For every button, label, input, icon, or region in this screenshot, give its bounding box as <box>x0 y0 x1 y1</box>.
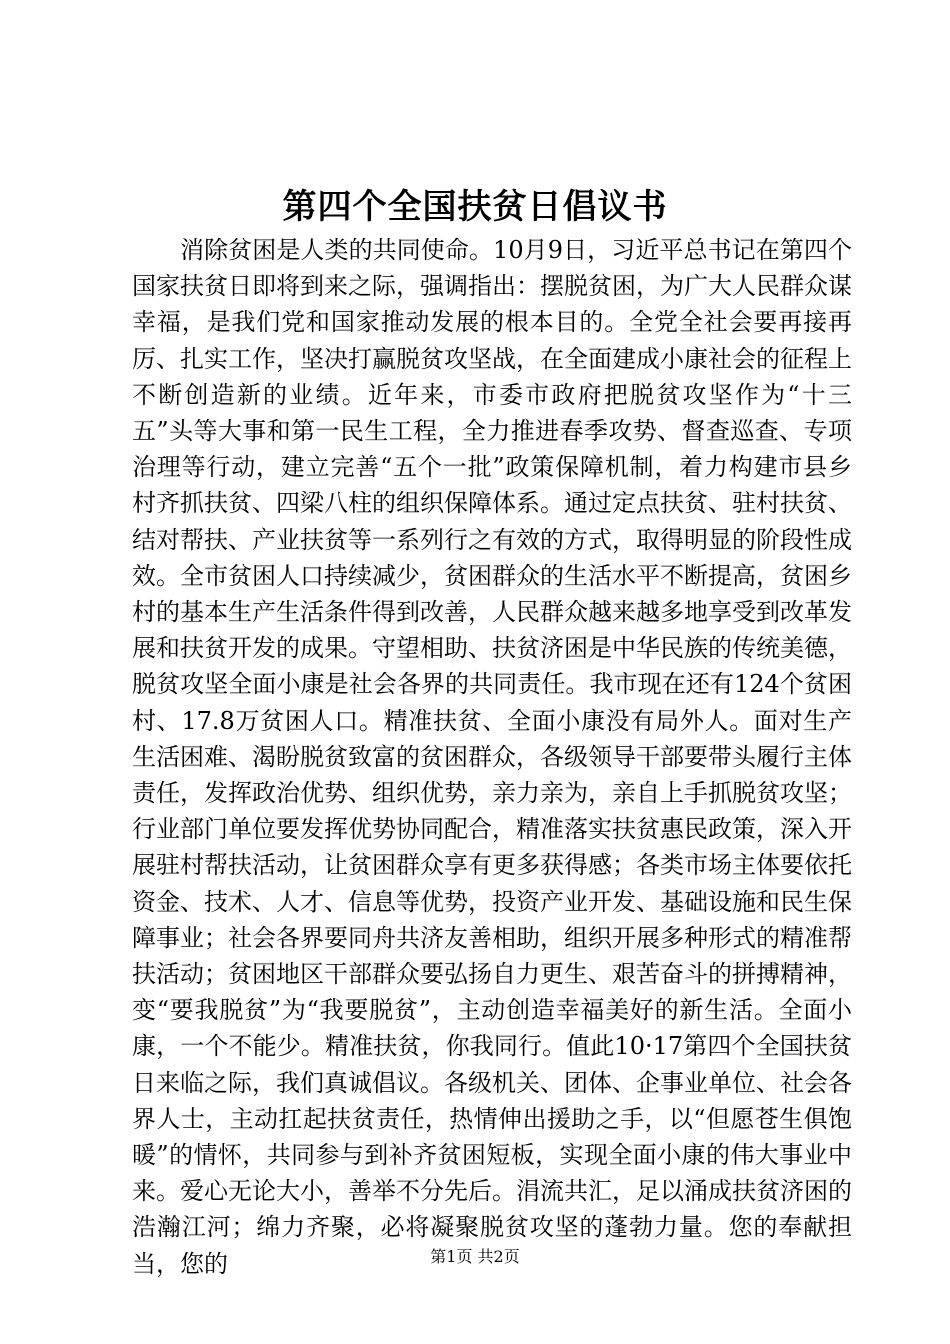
document-body-paragraph: 消除贫困是人类的共同使命。10月9日，习近平总书记在第四个国家扶贫日即将到来之际，强调指出：摆脱贫困，为广大人民群众谋幸福，是我们党和国家推动发展的根本目的。全党全社会要再接再厉、扎实工作，坚决打赢脱贫攻坚战，在全面建成小康社会的征程上不断创造新的业绩。近年来，市委市政府把脱贫攻坚作为“十三五”头等大事和第一民生工程，全力推进春季攻势、督查巡查、专项治理等行动，建立完善“五个一批”政策保障机制，着力构建市县乡村齐抓扶贫、四梁八柱的组织保障体系。通过定点扶贫、驻村扶贫、结对帮扶、产业扶贫等一系列行之有效的方式，取得明显的阶段性成效。全市贫困人口持续减少，贫困群众的生活水平不断提高，贫困乡村的基本生产生活条件得到改善，人民群众越来越多地享受到改革发展和扶贫开发的成果。守望相助、扶贫济困是中华民族的传统美德，脱贫攻坚全面小康是社会各界的共同责任。我市现在还有124个贫困村、17.8万贫困人口。精准扶贫、全面小康没有局外人。面对生产生活困难、渴盼脱贫致富的贫困群众，各级领导干部要带头履行主体责任，发挥政治优势、组织优势，亲力亲为，亲自上手抓脱贫攻坚；行业部门单位要发挥优势协同配合，精准落实扶贫惠民政策，深入开展驻村帮扶活动，让贫困群众享有更多获得感；各类市场主体要依托资金、技术、人才、信息等优势，投资产业开发、基础设施和民生保障事业；社会各界要同舟共济友善相助，组织开展多种形式的精准帮扶活动；贫困地区干部群众要弘扬自力更生、艰苦奋斗的拼搏精神，变“要我脱贫”为“我要脱贫”，主动创造幸福美好的新生活。全面小康，一个不能少。精准扶贫，你我同行。值此10·17第四个全国扶贫日来临之际，我们真诚倡议。各级机关、团体、企事业单位、社会各界人士，主动扛起扶贫责任，热情伸出援助之手，以“但愿苍生俱饱暖”的情怀，共同参与到补齐贫困短板，实现全面小康的伟大事业中来。爱心无论大小，善举不分先后。涓流共汇，足以涌成扶贫济困的浩瀚江河；绵力齐聚，必将凝聚脱贫攻坚的蓬勃力量。您的奉献担当，您的 <box>132 236 852 1278</box>
page-number-indicator: 第1页 共2页 <box>430 1247 520 1266</box>
document-title: 第四个全国扶贫日倡议书 <box>282 187 668 227</box>
